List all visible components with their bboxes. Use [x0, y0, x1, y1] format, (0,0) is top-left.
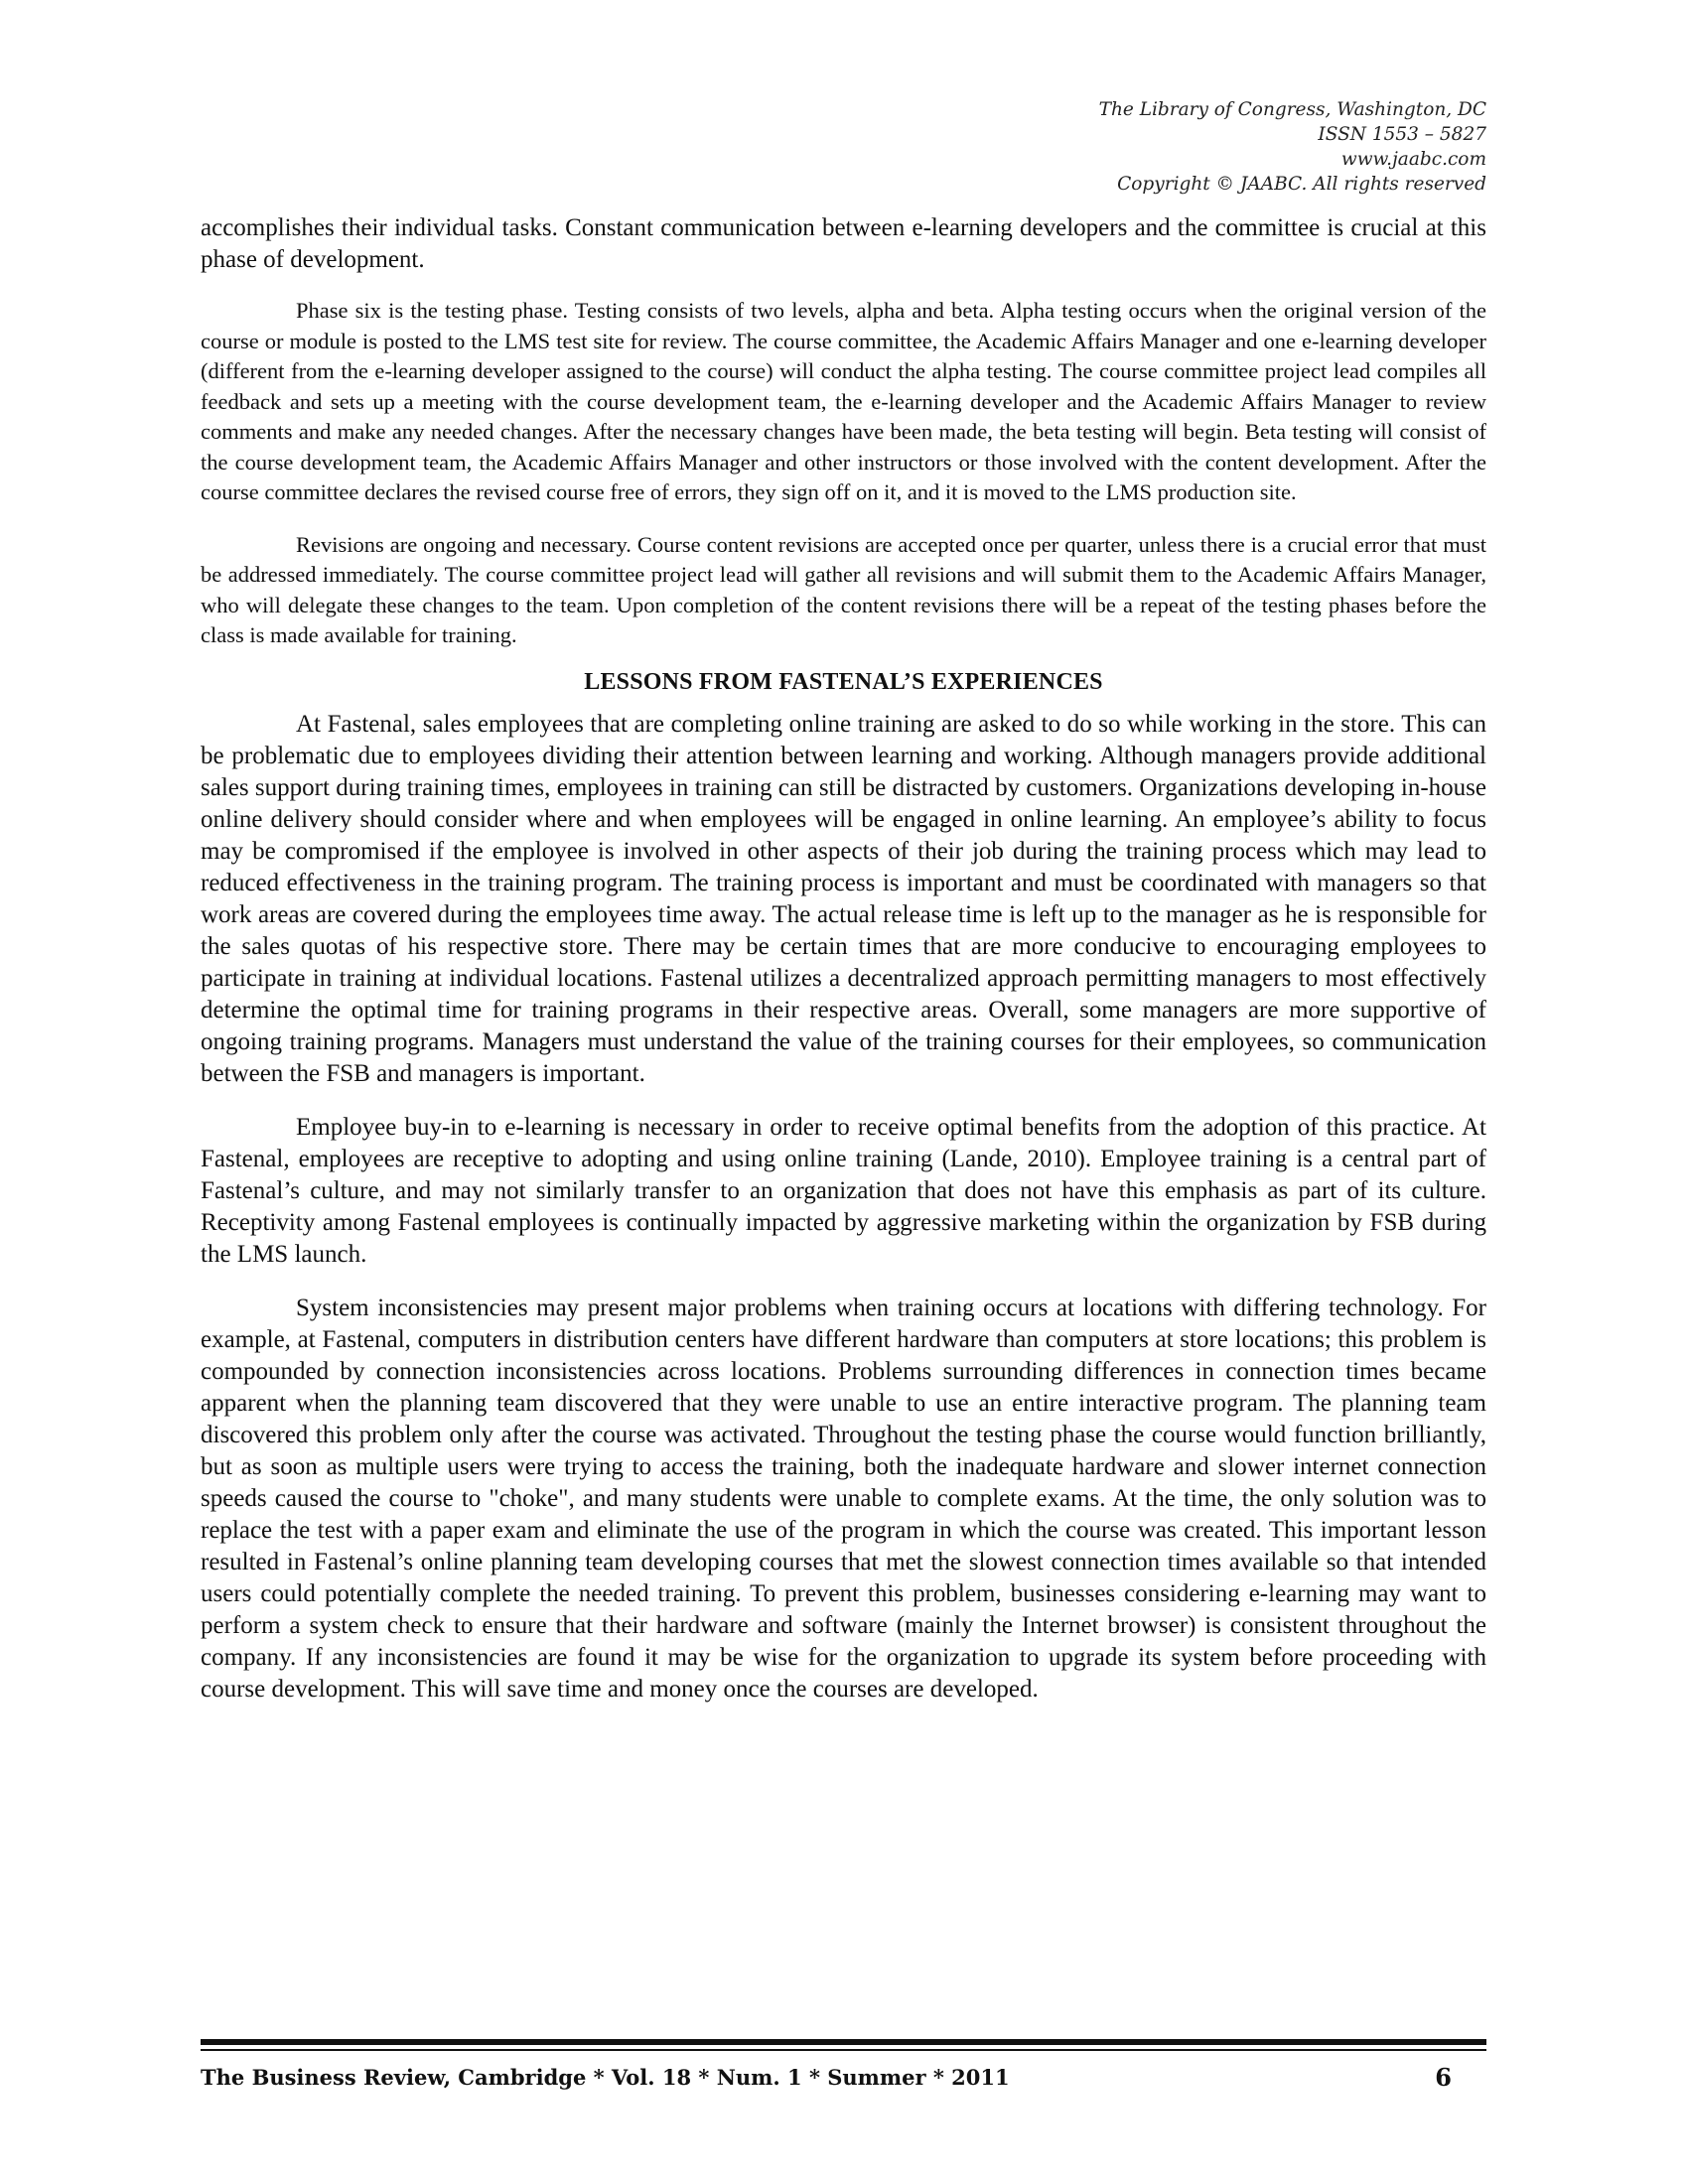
footer-rule-thin [201, 2049, 1486, 2051]
article-body [201, 212, 1486, 1706]
header-copyright-line: Copyright © JAABC. All rights reserved [1117, 174, 1486, 195]
paragraph-system-inconsistencies: System inconsistencies may present major problems when training occurs at locations with differing technology. For example, at Fastenal, computers in distribution centers have different hardware than computers at store locations; this problem is compounded by connection inconsistencies across locations. Problems surrounding differences in connection times became apparent when the planning team discovered that they were unable to use an entire interactive program. The planning team discovered this problem only after the course was activated. Throughout the testing phase the course would function brilliantly, but as soon as multiple users were trying to access the training, both the inadequate hardware and slower internet connection speeds caused the course to "choke", and many students were unable to complete exams. At the time, the only solution was to replace the test with a paper exam and eliminate the use of the program in which the course was created. This important lesson resulted in Fastenal’s online planning team developing courses that met the slowest connection times available so that intended users could potentially complete the needed training. To prevent this problem, businesses considering e-learning may want to perform a system check to ensure that their hardware and software (mainly the Internet browser) is consistent throughout the company. If any inconsistencies are found it may be wise for the organization to upgrade its system before proceeding with course development. This will save time and money once the courses are developed. [201, 1294, 1486, 1703]
page-footer [201, 2063, 1452, 2093]
header-issn-line: ISSN 1553 – 5827 [1318, 124, 1486, 145]
header-website-line: www.jaabc.com [1340, 149, 1486, 170]
footer-rule-thick [201, 2039, 1486, 2045]
paragraph-testing-phase: Phase six is the testing phase. Testing consists of two levels, alpha and beta. Alpha testing occurs when the original version of the course or module is posted to the LMS test site for review. The course committee, the Academic Affairs Manager and one e-learning developer (different from the e-learning developer assigned to the course) will conduct the alpha testing. The course committee project lead compiles all feedback and sets up a meeting with the course development team, the e-learning developer and the Academic Affairs Manager to review comments and make any needed changes. After the necessary changes have been made, the beta testing will begin. Beta testing will consist of the course development team, the Academic Affairs Manager and other instructors or those involved with the content development. After the course committee declares the revised course free of errors, they sign off on it, and it is moved to the LMS production site. [201, 298, 1486, 504]
paragraph-revisions: Revisions are ongoing and necessary. Course content revisions are accepted once per quarter, unless there is a crucial error that must be addressed immediately. The course committee project lead will gather all revisions and will submit them to the Academic Affairs Manager, who will delegate these changes to the team. Upon completion of the content revisions there will be a repeat of the testing phases before the class is made available for training. [201, 531, 1486, 647]
header-library-line: The Library of Congress, Washington, DC [1098, 99, 1486, 120]
section-heading: LESSONS FROM FASTENAL’S EXPERIENCES [584, 668, 1103, 695]
paragraph-continued: accomplishes their individual tasks. Constant communication between e-learning developers and the committee is crucial at this phase of development. [201, 214, 1486, 273]
footer-journal-info: The Business Review, Cambridge * Vol. 18 * Num. 1 * Summer * 2011 [201, 2065, 1010, 2090]
paragraph-employee-buy-in: Employee buy-in to e-learning is necessary in order to receive optimal benefits from the adoption of this practice. At Fastenal, employees are receptive to adopting and using online training (Lande, 2010). Employee training is a central part of Fastenal’s culture, and may not similarly transfer to an organization that does not have this emphasis as part of its culture. Receptivity among Fastenal employees is continually impacted by aggressive marketing within the organization by FSB during the LMS launch. [201, 1113, 1486, 1268]
paragraph-fastenal-training: At Fastenal, sales employees that are completing online training are asked to do so while working in the store. This can be problematic due to employees dividing their attention between learning and working. Although managers provide additional sales support during training times, employees in training can still be distracted by customers. Organizations developing in-house online delivery should consider where and when employees will be engaged in online learning. An employee’s ability to focus may be compromised if the employee is involved in other aspects of their job during the training process which may lead to reduced effectiveness in the training program. The training process is important and must be coordinated with managers so that work areas are covered during the employees time away. The actual release time is left up to the manager as he is responsible for the sales quotas of his respective store. There may be certain times that are more conducive to encouraging employees to participate in training at individual locations. Fastenal utilizes a decentralized approach permitting managers to most effectively determine the optimal time for training programs in their respective areas. Overall, some managers are more supportive of ongoing training programs. Managers must understand the value of the training courses for their employees, so communication between the FSB and managers is important. [201, 710, 1486, 1087]
journal-header [1099, 97, 1486, 197]
page-number: 6 [1435, 2063, 1452, 2092]
